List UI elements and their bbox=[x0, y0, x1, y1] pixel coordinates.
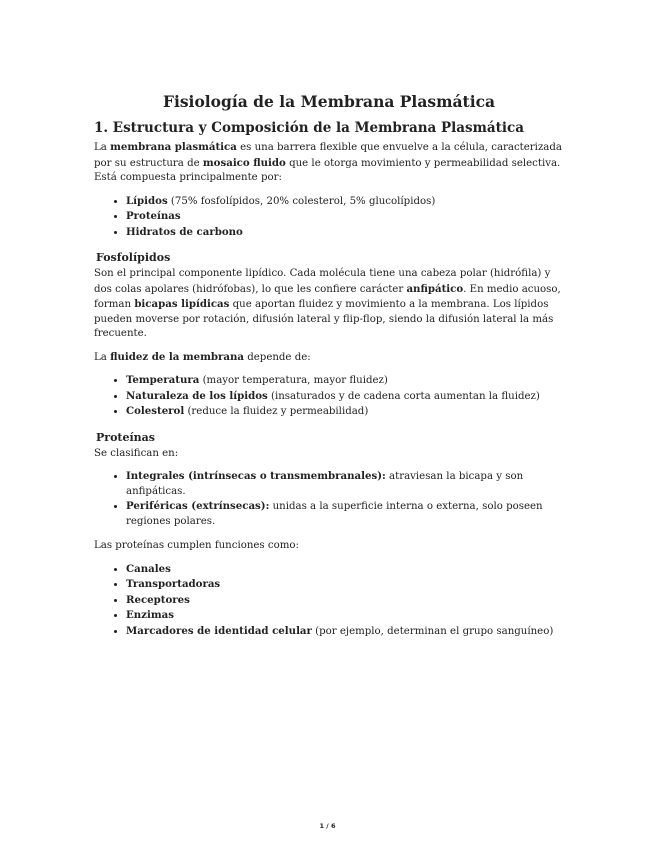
list-item-bold: Hidratos de carbono bbox=[126, 225, 243, 238]
fosfo-text-3: que aportan fluidez y movimiento a la membrana. Los lípidos pueden moverse por rotación, difusión lateral y flip-flop, siendo la difusión lateral la más frecuente. bbox=[94, 299, 554, 339]
list-item bbox=[126, 608, 564, 624]
intro-text-1: La bbox=[94, 142, 111, 153]
list-item-text: (por ejemplo, determinan el grupo sanguíneo) bbox=[311, 625, 554, 637]
list-item-text: (mayor temperatura, mayor fluidez) bbox=[199, 375, 388, 386]
document-title: Fisiología de la Membrana Plasmática bbox=[162, 92, 496, 111]
section-heading-structure: 1. Estructura y Composición de la Membrana Plasmática bbox=[94, 120, 524, 136]
list-item bbox=[126, 225, 564, 241]
list-item bbox=[126, 373, 564, 389]
list-item-text: (insaturados y de cadena corta aumentan la fluidez) bbox=[267, 390, 540, 402]
list-item bbox=[126, 389, 564, 405]
list-item-bold: Temperatura bbox=[126, 374, 200, 386]
list-item bbox=[126, 562, 564, 578]
list-item-bold: Receptores bbox=[126, 593, 190, 606]
page-indicator: 1 / 6 bbox=[319, 822, 336, 830]
list-item bbox=[126, 404, 564, 420]
subsection-heading-proteinas: Proteínas bbox=[96, 430, 155, 444]
list-item-text: atraviesan la bicapa y son anfipáticas. bbox=[126, 471, 524, 497]
protein-types-list bbox=[94, 469, 564, 529]
list-item-bold: Periféricas (extrínsecas): bbox=[126, 500, 270, 512]
list-item bbox=[126, 209, 564, 225]
list-item-bold: Proteínas bbox=[126, 210, 181, 222]
intro-text-2: es una barrera flexible que envuelve a la célula, caracterizada por su estructura de bbox=[94, 142, 562, 169]
list-item-bold: Naturaleza de los lípidos bbox=[126, 389, 268, 402]
list-item bbox=[126, 577, 564, 593]
list-item bbox=[126, 499, 564, 529]
list-item-text: (reduce la fluidez y permeabilidad) bbox=[184, 406, 369, 417]
fluidez-factors-list bbox=[94, 373, 564, 420]
list-item-bold: Transportadoras bbox=[126, 578, 221, 590]
intro-bold-membrana: membrana plasmática bbox=[110, 141, 237, 153]
functions-intro: Las proteínas cumplen funciones como: bbox=[94, 540, 299, 551]
list-item bbox=[126, 194, 564, 210]
document-page bbox=[94, 92, 564, 649]
fosfo-text-1: Son el principal componente lipídico. Cada molécula tiene una cabeza polar (hidrófila) y dos colas apolares (hidrófobas), lo que les confiere carácter bbox=[94, 268, 551, 295]
list-item-text: unidas a la superficie interna o externa, solo poseen regiones polares. bbox=[126, 501, 543, 527]
list-item-bold: Marcadores de identidad celular bbox=[126, 624, 312, 637]
intro-paragraph bbox=[94, 140, 564, 186]
components-list bbox=[94, 194, 564, 241]
list-item bbox=[126, 593, 564, 609]
list-item-bold: Colesterol bbox=[126, 405, 185, 417]
list-item bbox=[126, 624, 564, 640]
fosfo-bold-bicapas: bicapas lipídicas bbox=[134, 298, 230, 310]
list-item-bold: Enzimas bbox=[126, 609, 174, 621]
subsection-heading-fosfolipidos: Fosfolípidos bbox=[96, 251, 171, 264]
fluidez-paragraph bbox=[94, 350, 564, 366]
list-item-bold: Lípidos bbox=[126, 194, 168, 207]
intro-text-3: que le otorga movimiento y permeabilidad selectiva. Está compuesta principalmente por: bbox=[94, 157, 561, 183]
list-item-bold: Canales bbox=[126, 562, 171, 575]
protein-functions-list bbox=[94, 562, 564, 640]
fosfo-bold-anfipatico: anfipático bbox=[406, 282, 464, 295]
fosfolipidos-paragraph bbox=[94, 267, 564, 342]
fluidez-text-1: La bbox=[94, 351, 111, 363]
list-item-text: (75% fosfolípidos, 20% colesterol, 5% glucolípidos) bbox=[167, 195, 436, 207]
fosfo-text-2: . En medio acuoso, forman bbox=[94, 283, 561, 310]
fluidez-bold: fluidez de la membrana bbox=[110, 350, 245, 363]
intro-bold-mosaico: mosaico fluido bbox=[202, 156, 286, 169]
list-item-bold: Integrales (intrínsecas o transmembranales): bbox=[126, 470, 386, 482]
proteinas-intro: Se clasifican en: bbox=[94, 447, 179, 459]
list-item bbox=[126, 469, 564, 499]
fluidez-text-2: depende de: bbox=[244, 351, 311, 363]
